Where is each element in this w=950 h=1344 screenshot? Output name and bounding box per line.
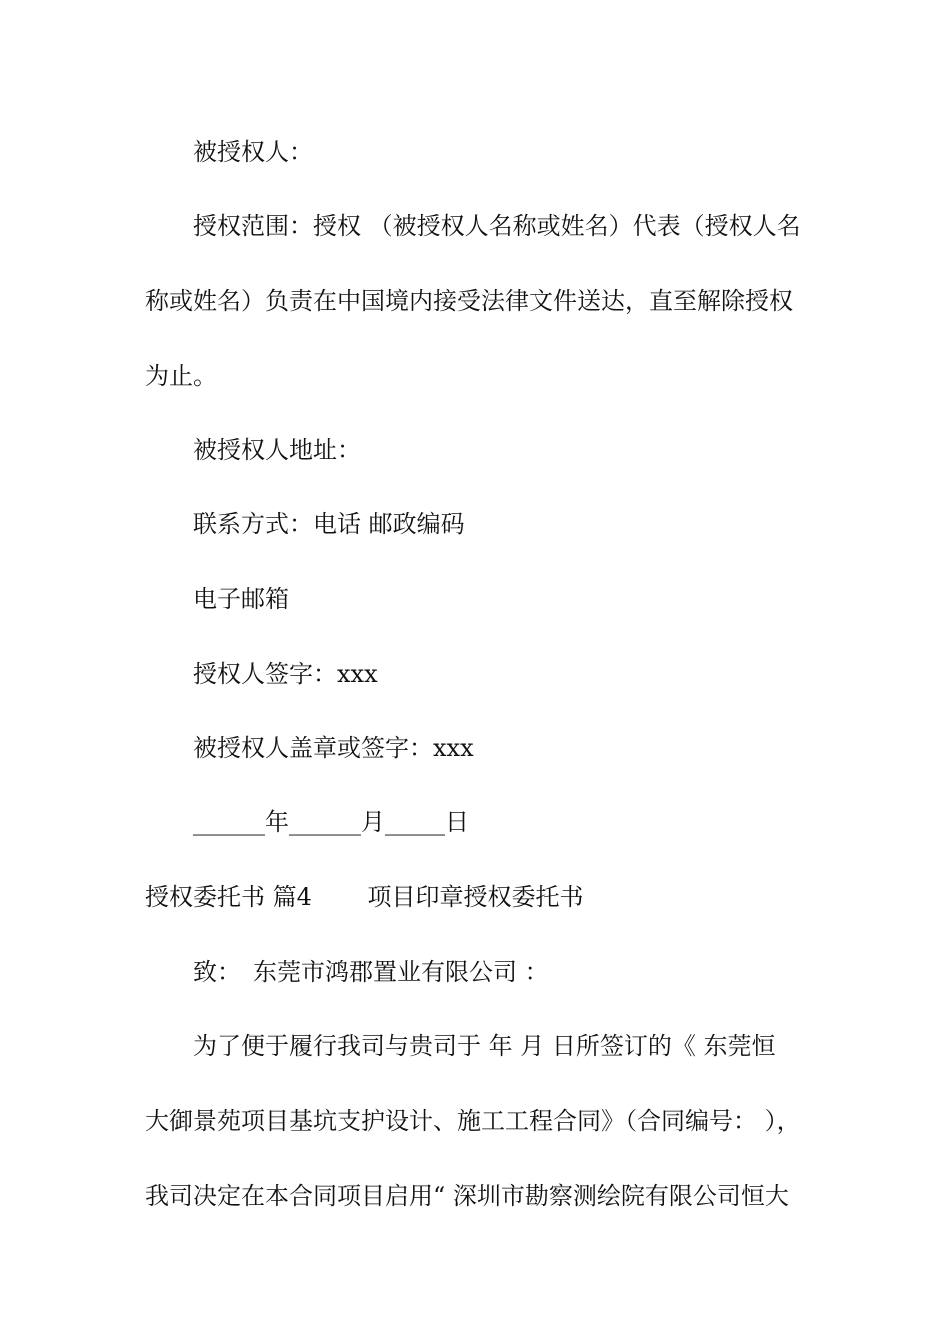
body-line-3: 我司决定在本合同项目启用“ 深圳市勘察测绘院有限公司恒大 bbox=[145, 1182, 789, 1210]
grantor-signature-line: 授权人签字：xxx bbox=[193, 660, 378, 688]
body-line-1: 为了便于履行我司与贵司于 年 月 日所签订的《 东莞恒 bbox=[193, 1032, 776, 1060]
section-heading: 授权委托书 篇4 项目印章授权委托书 bbox=[145, 883, 584, 911]
contact-line: 联系方式：电话 邮政编码 bbox=[193, 510, 465, 538]
date-line: ______年______月_____日 bbox=[193, 808, 469, 836]
scope-line-3: 为止。 bbox=[145, 362, 217, 390]
addressee-line: 致： 东莞市鸿郡置业有限公司 ： bbox=[193, 958, 549, 986]
body-line-2: 大御景苑项目基坑支护设计、施工工程合同》（合同编号： ）， bbox=[145, 1107, 801, 1135]
email-line: 电子邮箱 bbox=[193, 585, 289, 613]
grantee-line: 被授权人： bbox=[193, 138, 313, 166]
grantee-address-line: 被授权人地址： bbox=[193, 436, 361, 464]
grantee-seal-line: 被授权人盖章或签字：xxx bbox=[193, 734, 474, 762]
scope-line-2: 称或姓名）负责在中国境内接受法律文件送达，直至解除授权 bbox=[145, 287, 793, 315]
scope-line-1: 授权范围：授权 （被授权人名称或姓名）代表（授权人名 bbox=[193, 212, 801, 240]
